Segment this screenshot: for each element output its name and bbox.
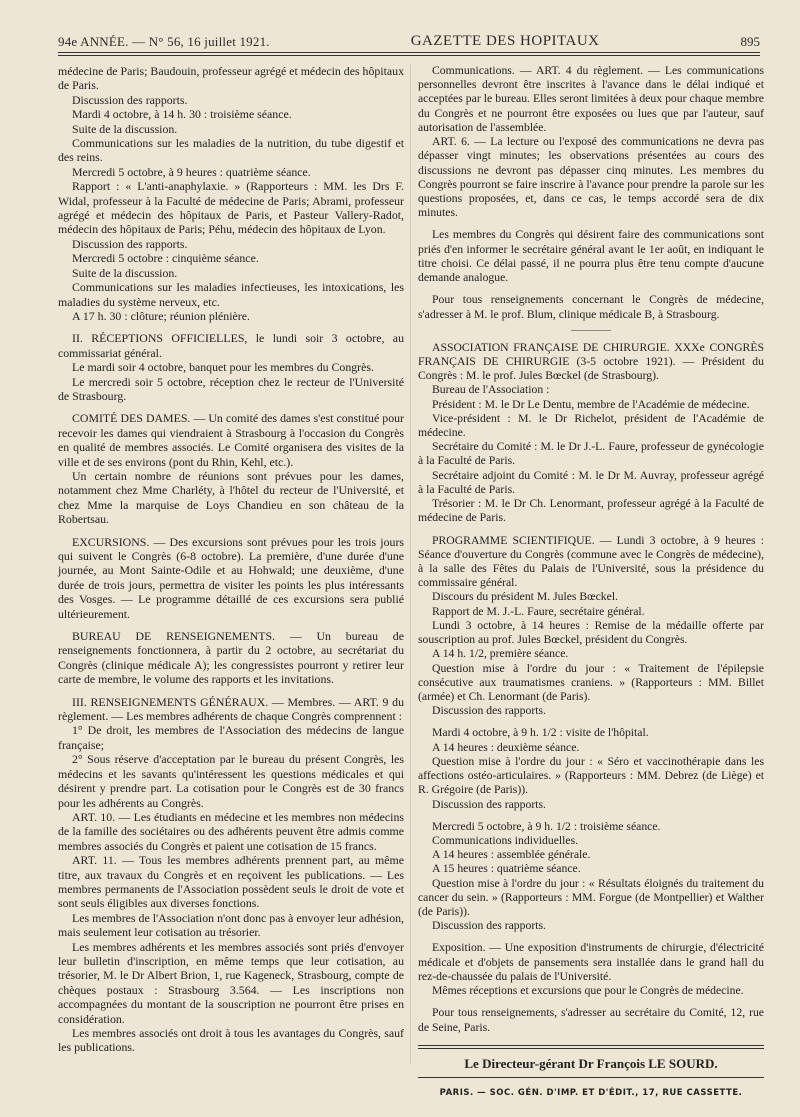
paragraph: Discussion des rapports. [432,704,546,718]
paragraph: Mercredi 5 octobre : cinquième séance. [72,251,259,266]
paragraph: Trésorier : M. le Dr Ch. Lenormant, professeur agrégé à la Faculté de médecine de Paris. [418,497,764,525]
paragraph: Discussion des rapports. [72,92,188,107]
section-excursions: EXCURSIONS. — Des excursions sont prévues pour les trois jours qui suivent le Congrès (6-8 octobre). La première, d'une durée d'une journée, au Mont Sainte-Odile et au Hohwald; une deuxième, d'une durée de trois jours, permettra de visiter les points les plus intéressants des Vosges. — Le programme détaillé de ces excursions sera publié ultérieurement. [58,534,404,621]
paragraph: Pour tous renseignements, s'adresser au secrétaire du Comité, 12, rue de Seine, Paris. [418,1006,764,1034]
footer-rule [418,1045,764,1046]
paragraph: ART. 6. — La lecture ou l'exposé des communications ne devra pas dépasser vingt minutes; les observations présentées au cours des discussions ne devront pas dépasser cinq minutes. Les membres du Congrès pourront se faire inscrire à l'avance pour prendre la parole sur les questions proposées, et, dans ce cas, le temps accordé sera de dix minutes. [418,135,764,220]
paragraph: Discussion des rapports. [432,919,546,933]
paragraph: Mêmes réceptions et excursions que pour le Congrès de médecine. [432,984,744,998]
paragraph: Les membres de l'Association n'ont donc pas à envoyer leur adhésion, mais seulement leur cotisation au trésorier. [58,910,404,940]
paragraph: ART. 11. — Tous les membres adhérents prennent part, au même titre, aux travaux du Congrès et en reçoivent les publications. — Les membres permanents de l'Association possèdent seuls le droit de vote et sont seuls éligibles aux diverses fonctions. [58,853,404,911]
paragraph: Question mise à l'ordre du jour : « Résultats éloignés du traitement du cancer du sein. » (Rapporteurs : MM. Forgue (de Montpellier) et Walther (de Paris)). [418,876,764,919]
paragraph: Discussion des rapports. [72,236,188,251]
paragraph: Mercredi 5 octobre, à 9 h. 1/2 : troisième séance. [432,819,661,833]
paragraph: Un certain nombre de réunions sont prévues pour les dames, notamment chez Mme Charléty, à l'hôtel du recteur de l'Université, et chez Mme la marquise de Loys Chandieu en son château de la Robertsau. [58,468,404,527]
issue-info: 94e ANNÉE. — N° 56, 16 juillet 1921. [58,34,270,49]
paragraph: Communications sur les maladies de la nutrition, du tube digestif et des reins. [58,136,404,165]
paragraph: Vice-président : M. le Dr Richelot, président de l'Académie de médecine. [418,411,764,440]
paragraph: Le mercredi soir 5 octobre, réception chez le recteur de l'Université de Strasbourg. [58,374,404,403]
paragraph: médecine de Paris; Baudouin, professeur agrégé et médecin des hôpitaux de Paris. [58,64,404,93]
paragraph: Mardi 4 octobre, à 9 h. 1/2 : visite de l'hôpital. [432,726,649,740]
section-renseignements: III. RENSEIGNEMENTS GÉNÉRAUX. — Membres. — ART. 9 du règlement. — Les membres adhérents de chaque Congrès comprennent : [58,694,404,724]
section-bureau: BUREAU DE RENSEIGNEMENTS. — Un bureau de renseignements fonctionnera, à partir du 2 octobre, au secrétariat du Congrès (clinique médicale A); les congressistes pourront y retirer leur carte de membre, le volume des rapports et les invitations. [58,629,404,687]
paragraph: Lundi 3 octobre, à 14 heures : Remise de la médaille offerte par souscription au prof. Jules Bœckel, président du Congrès. [418,618,764,647]
paragraph: Question mise à l'ordre du jour : « Traitement de l'épilepsie consécutive aux traumatismes craniens. » (Rapporteurs : MM. Billet (armée) et Ch. Lenormant (de Paris). [418,661,764,703]
paragraph: ART. 10. — Les étudiants en médecine et les membres non médecins de la famille des sociétaires ou des adhérents peuvent être admis comme membres associés du Congrès et paient une cotisation de 15 francs. [58,809,404,853]
paragraph: Les membres associés ont droit à tous les avantages du Congrès, sauf les publications. [58,1026,404,1055]
footer-rule-bottom [418,1077,764,1078]
paragraph: Pour tous renseignements concernant le Congrès de médecine, s'adresser à M. le prof. Blum, clinique médicale B, à Strasbourg. [418,293,764,321]
section-divider [571,330,611,331]
paragraph: Bureau de l'Association : [432,383,550,397]
paragraph: Rapport de M. J.-L. Faure, secrétaire général. [432,604,645,618]
section-comite-dames: COMITÉ DES DAMES. — Un comité des dames s'est constitué pour recevoir les dames qui viendraient à Strasbourg à l'occasion du Congrès en qualité de membres associés. Le Comité organisera des visites de la ville et de ses environs (pont du Rhin, Kehl, etc.). [58,411,404,469]
paragraph: Mardi 4 octobre, à 14 h. 30 : troisième séance. [72,107,292,122]
printer-line: PARIS. — SOC. GÉN. D'IMP. ET D'ÉDIT., 17, RUE CASSETTE. [439,1088,743,1098]
paragraph: Les membres du Congrès qui désirent faire des communications sont priés d'en informer le secrétaire général avant le 1er août, en indiquant le titre choisi. Ce délai passé, il ne pourra plus être tenu compte d'aucune demande analogue. [418,228,764,285]
paragraph: Président : M. le Dr Le Dentu, membre de l'Académie de médecine. [432,397,750,411]
paragraph: Suite de la discussion. [72,265,178,280]
paragraph: Secrétaire du Comité : M. le Dr J.-L. Faure, professeur de gynécologie à la Faculté de Paris. [418,440,764,468]
paragraph: Secrétaire adjoint du Comité : M. le Dr M. Auvray, professeur agrégé à la Faculté de Paris. [418,468,764,496]
paragraph: A 17 h. 30 : clôture; réunion plénière. [72,308,250,323]
page-number: 895 [740,34,760,49]
paragraph: Le mardi soir 4 octobre, banquet pour les membres du Congrès. [72,360,374,375]
paragraph: Communications individuelles. [432,833,579,847]
footer-rule-double [418,1048,764,1049]
header-rule [58,52,760,53]
paragraph: Discussion des rapports. [432,797,546,811]
column-divider [410,64,411,1064]
left-column [58,64,404,1055]
director-signature: Le Directeur-gérant Dr François LE SOURD. [464,1055,718,1071]
paragraph: Suite de la discussion. [72,121,178,136]
paragraph: Les membres adhérents et les membres associés sont priés d'envoyer leur bulletin d'inscription, en même temps que leur cotisation, au trésorier, M. le Dr Albert Brion, 1, rue Kageneck, Strasbourg, compte de chèques postaux : Strasbourg 3.564. — Les inscriptions non accompagnées du montant de la souscription ne pourront être prises en considération. [58,939,404,1026]
paragraph: 2° Sous réserve d'acceptation par le bureau du présent Congrès, les médecins et les savants qu'intéressent les questions médicales et qui désirent y prendre part. La cotisation pour le Congrès est de 30 francs pour les adhérents au Congrès. [58,752,404,810]
paragraph: Communications sur les maladies infectieuses, les intoxications, les maladies du système nerveux, etc. [58,280,404,309]
paragraph: Communications. — ART. 4 du règlement. — Les communications personnelles devront être inscrites à l'avance dans le délai indiqué et acceptées par le bureau. Elles seront limitées à deux pour chaque membre du Congrès et ne pourront être exposées ou lues que par l'auteur, sauf autorisation de l'assemblée. [418,64,764,134]
header-rule-double [58,55,760,56]
page-header [58,20,760,50]
section-exposition: Exposition. — Une exposition d'instruments de chirurgie, d'électricité médicale et d'objets de pansements sera installée dans le grand hall du rez-de-chaussée du palais de l'Université. [418,941,764,983]
paragraph: A 15 heures : quatrième séance. [432,862,581,876]
paragraph: A 14 heures : deuxième séance. [432,740,580,754]
paragraph: Rapport : « L'anti-anaphylaxie. » (Rapporteurs : MM. les Drs F. Widal, professeur à la Faculté de médecine de Paris; Abrami, professeur agrégé et médecin des hôpitaux de Paris, et Pasteur Vallery-Radot, médecin des hôpitaux de Paris; Péhu, médecin des hôpitaux de Lyon. [58,179,404,237]
paragraph: A 14 h. 1/2, première séance. [432,647,569,661]
journal-title: GAZETTE DES HOPITAUX [410,33,600,49]
section-chirurgie: ASSOCIATION FRANÇAISE DE CHIRURGIE. XXXe CONGRÈS FRANÇAIS DE CHIRURGIE (3-5 octobre 1921). — Président du Congrès : M. le prof. Jules Bœckel (de Strasbourg). [418,340,764,383]
paragraph: Question mise à l'ordre du jour : « Séro et vaccinothérapie dans les affections ostéo-articulaires. » (Rapporteurs : MM. Debrez (de Liège) et R. Grégoire (de Paris)). [418,754,764,797]
paragraph: 1° De droit, les membres de l'Association des médecins de langue française; [58,723,404,752]
right-column [418,64,764,1100]
section-receptions: II. RÉCEPTIONS OFFICIELLES, le lundi soir 3 octobre, au commissariat général. [58,331,404,360]
paragraph: Mercredi 5 octobre, à 9 heures : quatrième séance. [72,164,311,179]
paragraph: Discours du président M. Jules Bœckel. [432,590,619,604]
section-programme: PROGRAMME SCIENTIFIQUE. — Lundi 3 octobre, à 9 heures : Séance d'ouverture du Congrès (commune avec le Congrès de médecine), à la salle des Fêtes du Palais de l'Université, sous la présidence du commissaire général. [418,533,764,590]
paragraph: A 14 heures : assemblée générale. [432,848,591,862]
